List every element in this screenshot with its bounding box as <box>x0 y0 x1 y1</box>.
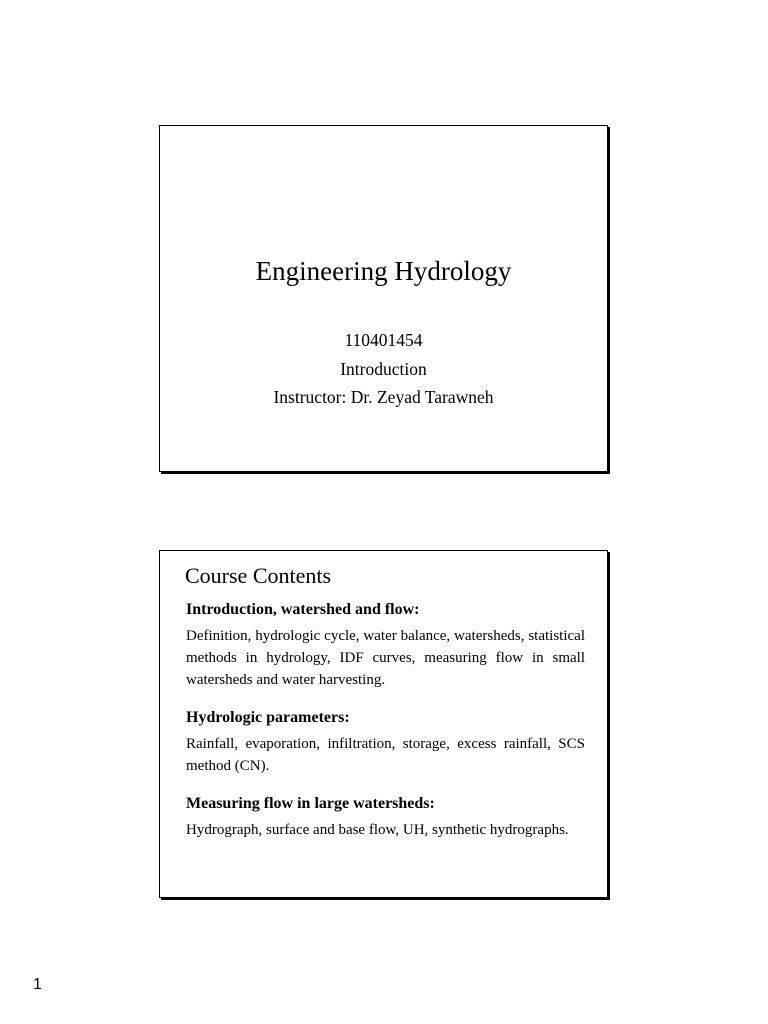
slide-title: Engineering Hydrology <box>255 256 512 286</box>
section-text: Definition, hydrologic cycle, water balance, watersheds, statistical methods in hydrology, IDF curves, measuring flow in small watersheds and water harvesting. <box>186 628 585 688</box>
course-code: 110401454 <box>344 330 423 350</box>
contents-section <box>186 705 585 777</box>
section-heading: Introduction, watershed and flow: <box>186 601 420 618</box>
contents-section <box>186 791 585 841</box>
contents-section <box>186 597 585 691</box>
contents-title: Course Contents <box>185 563 332 588</box>
section-text: Rainfall, evaporation, infiltration, storage, excess rainfall, SCS method (CN). <box>186 736 585 774</box>
course-contents-slide <box>159 550 608 898</box>
section-text: Hydrograph, surface and base flow, UH, synthetic hydrographs. <box>186 822 569 838</box>
section-heading: Measuring flow in large watersheds: <box>186 795 435 812</box>
title-slide <box>159 125 608 472</box>
section-heading: Hydrologic parameters: <box>186 709 350 726</box>
page-number: 1 <box>33 976 42 993</box>
instructor-name: Instructor: Dr. Zeyad Tarawneh <box>273 387 494 407</box>
contents-body <box>186 597 585 855</box>
slide-subtitle: Introduction <box>340 358 427 379</box>
slide-subtitle-block <box>160 326 607 412</box>
